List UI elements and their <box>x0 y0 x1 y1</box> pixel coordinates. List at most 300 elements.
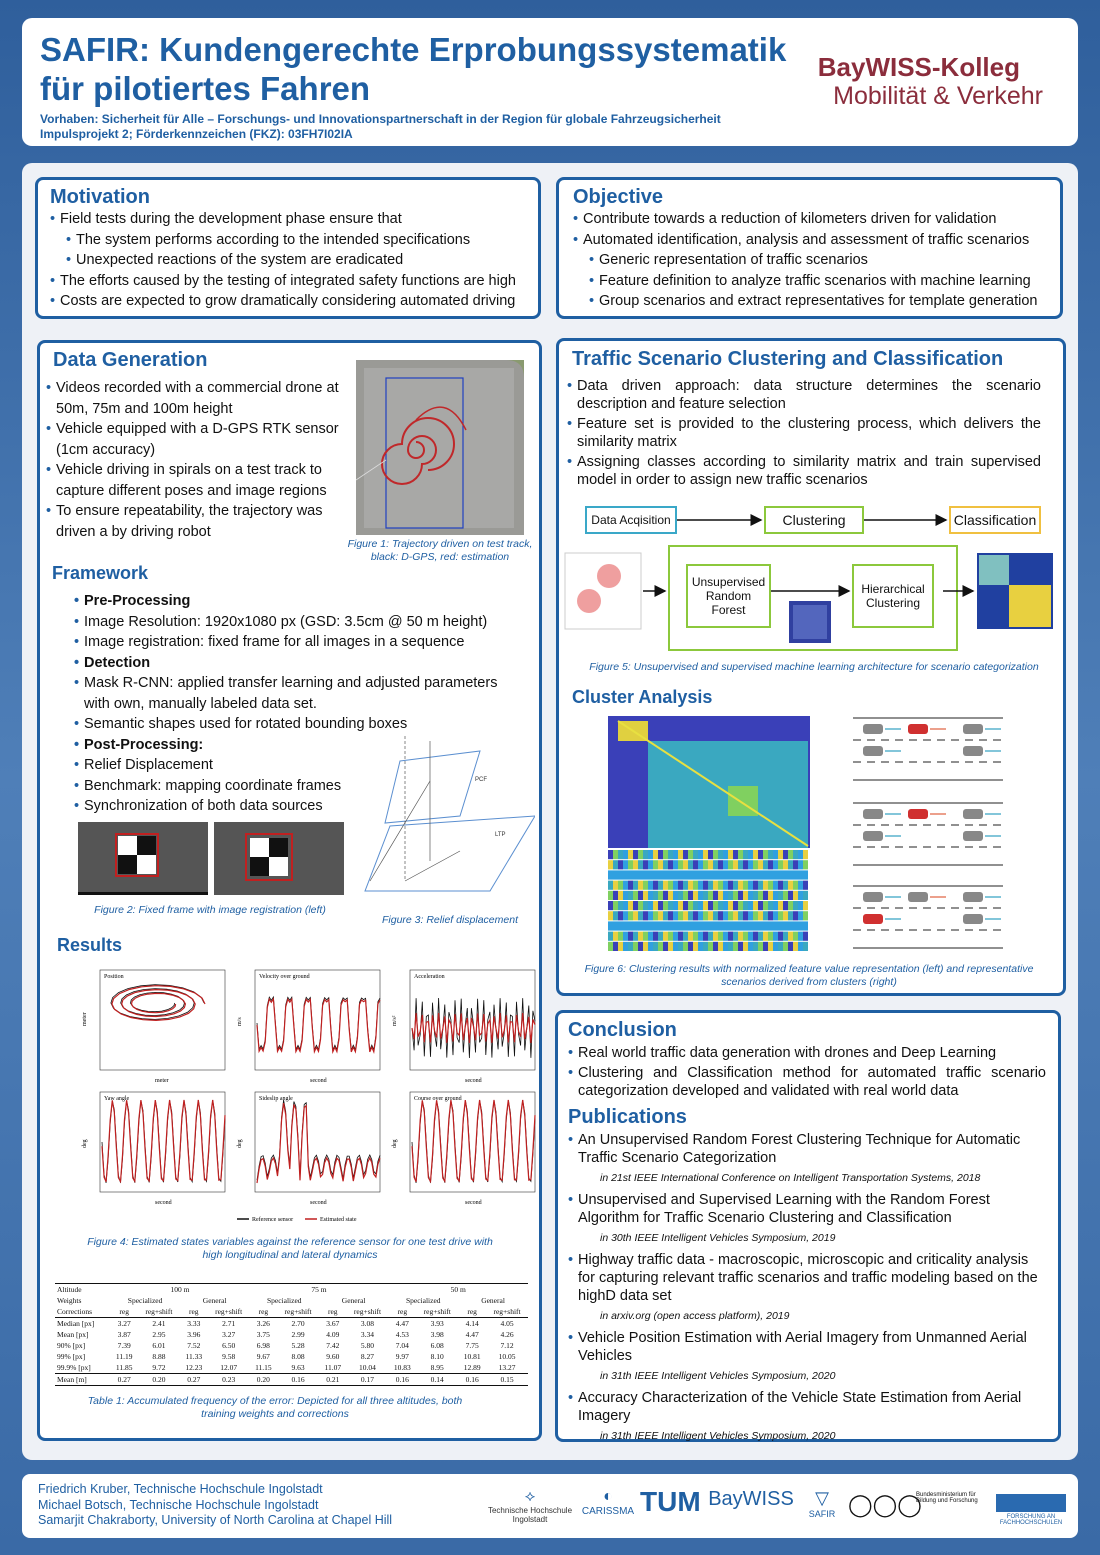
feature-cell <box>738 891 743 900</box>
table-cell: Mean [px] <box>57 1330 89 1339</box>
plot-ylabel: meter <box>82 1012 88 1026</box>
feature-cell <box>758 921 763 930</box>
feature-cell <box>753 921 758 930</box>
vehicle-icon <box>863 831 883 841</box>
table-row <box>55 1362 528 1374</box>
baywiss-logo-text: BayWISS-Kolleg <box>817 52 1020 82</box>
feature-cell <box>733 901 738 910</box>
feature-cell <box>653 942 658 951</box>
feature-cell <box>773 891 778 900</box>
feature-cell <box>678 870 683 879</box>
plot-xlabel: second <box>465 1200 482 1206</box>
feature-cell <box>743 911 748 920</box>
table-cell: 10.04 <box>347 1362 389 1374</box>
plot-ylabel: deg <box>392 1139 398 1148</box>
image-registration-figure <box>78 822 344 897</box>
motivation-item: • Unexpected reactions of the system are eradicated <box>66 250 526 271</box>
table-cell: 7.52 <box>187 1341 201 1350</box>
table-cell: 4.09 <box>326 1330 340 1339</box>
feature-cell <box>763 921 768 930</box>
feature-cell <box>673 860 678 869</box>
feature-cell <box>608 881 613 890</box>
thi-logo: ⟡ Technische Hochschule Ingolstadt <box>487 1488 573 1524</box>
feature-cell <box>723 860 728 869</box>
feature-cell <box>648 901 653 910</box>
feature-cell <box>678 921 683 930</box>
table-cell: 3.08 <box>360 1319 375 1328</box>
figure-5-caption: Figure 5: Unsupervised and supervised machine learning architecture for scenario categorization <box>589 661 1039 673</box>
table-cell: 0.23 <box>222 1375 236 1384</box>
feature-cell <box>618 942 623 951</box>
results-plots <box>80 968 530 1218</box>
feature-cell <box>748 870 753 879</box>
table-cell: 8.10 <box>430 1352 444 1361</box>
feature-cell <box>708 860 713 869</box>
poster-title: SAFIR: Kundengerechte Erprobungssystematik für pilotiertes Fahren <box>40 31 787 107</box>
feature-cell <box>788 881 793 890</box>
author-3: Samarjit Chakraborty, University of North Carolina at Chapel Hill <box>38 1513 393 1527</box>
feature-cell <box>723 881 728 890</box>
table-row <box>55 1306 528 1318</box>
feature-cell <box>633 911 638 920</box>
feature-cell <box>678 901 683 910</box>
feature-cell <box>718 850 723 859</box>
feature-cell <box>633 881 638 890</box>
feature-cell <box>678 932 683 941</box>
feature-cell <box>653 850 658 859</box>
table-row <box>55 1351 528 1362</box>
publications-title: Publications <box>568 1106 687 1128</box>
feature-cell <box>658 870 663 879</box>
feature-cell <box>628 891 633 900</box>
feature-cell <box>703 942 708 951</box>
feature-cell <box>788 901 793 910</box>
table-cell: 99.9% [px] <box>55 1362 110 1374</box>
plot-xlabel: second <box>155 1200 172 1206</box>
feature-cell <box>768 921 773 930</box>
feature-cell <box>768 911 773 920</box>
table-cell: Weights <box>57 1296 82 1305</box>
feature-cell <box>713 921 718 930</box>
feature-cell <box>728 942 733 951</box>
feature-cell <box>753 891 758 900</box>
feature-cell <box>633 850 638 859</box>
plot-ylabel: deg <box>82 1139 88 1148</box>
table-cell: 9.72 <box>138 1362 180 1374</box>
feature-cell <box>668 932 673 941</box>
feature-cell <box>623 901 628 910</box>
feature-cell <box>608 942 613 951</box>
feature-cell <box>653 921 658 930</box>
feature-cell <box>763 870 768 879</box>
representative-scenarios <box>853 716 1003 956</box>
feature-cell <box>738 881 743 890</box>
table-cell: 2.70 <box>291 1319 305 1328</box>
framework-item: • Benchmark: mapping coordinate frames <box>74 776 514 797</box>
table-cell: 0.14 <box>430 1375 444 1384</box>
feature-cell <box>708 911 713 920</box>
plot-xlabel: second <box>310 1078 327 1084</box>
plot-ylabel: m/s² <box>392 1015 398 1026</box>
feature-cell <box>733 932 738 941</box>
data-generation-panel <box>37 340 542 1441</box>
feature-cell <box>678 891 683 900</box>
feature-cell <box>748 891 753 900</box>
feature-cell <box>643 860 648 869</box>
feature-cell <box>798 891 803 900</box>
feature-cell <box>688 942 693 951</box>
feature-cell <box>713 850 718 859</box>
framework-item: • Relief Displacement <box>74 755 514 776</box>
feature-cell <box>618 870 623 879</box>
feature-cell <box>718 942 723 951</box>
feature-cell <box>758 911 763 920</box>
feature-cell <box>623 891 628 900</box>
publication-title: • Unsupervised and Supervised Learning with the Random Forest Algorithm for Traffic Scenario Clustering and Classification <box>578 1192 990 1226</box>
feature-cell <box>798 870 803 879</box>
feature-cell <box>738 870 743 879</box>
feature-cell <box>693 921 698 930</box>
feature-cell <box>638 942 643 951</box>
feature-cell <box>703 870 708 879</box>
feature-cell <box>643 850 648 859</box>
feature-cell <box>643 891 648 900</box>
table-cell: 2.41 <box>152 1319 166 1328</box>
feature-cell <box>803 881 808 890</box>
feature-cell <box>783 932 788 941</box>
feature-cell <box>773 911 778 920</box>
feature-cell <box>658 881 663 890</box>
table-cell: 0.20 <box>152 1375 166 1384</box>
vehicle-icon <box>863 809 883 819</box>
table-cell: 12.89 <box>458 1362 486 1374</box>
table-cell: reg+shift <box>277 1306 319 1318</box>
feature-cell <box>673 942 678 951</box>
table-cell: 3.34 <box>360 1330 375 1339</box>
feature-cell <box>683 911 688 920</box>
publication-title: • Accuracy Characterization of the Vehicle State Estimation from Aerial Imagery <box>578 1390 1022 1424</box>
feature-cell <box>678 881 683 890</box>
feature-cell <box>653 881 658 890</box>
table-row <box>55 1284 528 1295</box>
feature-cell <box>663 860 668 869</box>
motivation-item: • The system performs according to the intended specifications <box>66 230 526 251</box>
framework-item: • Pre-Processing <box>74 591 514 612</box>
publication-item <box>568 1131 1044 1187</box>
relief-displacement-figure <box>360 731 535 896</box>
feature-cell <box>648 942 653 951</box>
feature-cell <box>628 932 633 941</box>
table-cell: 3.96 <box>187 1330 201 1339</box>
publication-item <box>568 1191 1044 1247</box>
poster-header <box>22 18 1078 146</box>
feature-cell <box>638 911 643 920</box>
feature-cell <box>753 911 758 920</box>
data-acquisition-box: Data Acqisition <box>585 506 677 534</box>
feature-cell <box>638 921 643 930</box>
feature-cell <box>723 911 728 920</box>
table-row <box>55 1329 528 1340</box>
feature-cell <box>703 901 708 910</box>
feature-cell <box>663 881 668 890</box>
table-cell: 2.95 <box>152 1330 166 1339</box>
publication-title: • Highway traffic data - macroscopic, microscopic and criticality analysis for capturing relevant traffic scenarios and traffic modeling based on the highD data set <box>578 1252 1038 1304</box>
feature-cell <box>738 901 743 910</box>
feature-cell <box>628 881 633 890</box>
table-cell: 11.85 <box>110 1362 138 1374</box>
feature-cell <box>618 891 623 900</box>
feature-cell <box>778 860 783 869</box>
table-cell: 2.99 <box>291 1330 305 1339</box>
table-cell: 0.27 <box>117 1375 131 1384</box>
feature-cell <box>668 850 673 859</box>
table-cell: 3.98 <box>430 1330 444 1339</box>
carissma-logo: ◐ CARISSMA <box>581 1488 635 1517</box>
plot-ylabel: deg <box>237 1139 243 1148</box>
framework-item: • Image Resolution: 1920x1080 px (GSD: 3.5cm @ 50 m height) <box>74 612 514 633</box>
feature-cell <box>608 921 613 930</box>
feature-cell <box>653 932 658 941</box>
feature-cell <box>723 942 728 951</box>
feature-cell <box>628 850 633 859</box>
feature-cell <box>623 870 628 879</box>
feature-cell <box>608 932 613 941</box>
feature-cell <box>658 911 663 920</box>
table-cell: reg <box>180 1306 208 1318</box>
feature-cell <box>658 942 663 951</box>
table-cell: 3.93 <box>430 1319 444 1328</box>
feature-cell <box>613 901 618 910</box>
plot-label: Course over ground <box>414 1096 462 1102</box>
feature-cell <box>733 870 738 879</box>
table-cell: 10.05 <box>498 1352 516 1361</box>
table-row <box>55 1340 528 1351</box>
table-cell: 3.27 <box>117 1319 131 1328</box>
motivation-title: Motivation <box>50 186 150 208</box>
feature-cell <box>668 891 673 900</box>
feature-cell <box>798 921 803 930</box>
feature-cell <box>733 881 738 890</box>
feature-cell <box>783 911 788 920</box>
feature-cell <box>753 870 758 879</box>
table-row <box>55 1318 528 1330</box>
feature-cell <box>693 932 698 941</box>
feature-cell <box>748 860 753 869</box>
feature-cell <box>793 891 798 900</box>
objective-item: • Contribute towards a reduction of kilometers driven for validation <box>573 209 1046 230</box>
feature-cell <box>733 921 738 930</box>
tum-logo: TUM <box>640 1486 701 1517</box>
table-cell: 11.19 <box>115 1352 133 1361</box>
table-cell: 4.47 <box>465 1330 479 1339</box>
motivation-item: • Costs are expected to grow dramatically considering automated driving <box>50 291 526 312</box>
feature-cell <box>753 942 758 951</box>
feature-cell <box>663 901 668 910</box>
feature-cell <box>728 881 733 890</box>
figure-2-caption: Figure 2: Fixed frame with image registration (left) <box>94 904 326 916</box>
figure-1-caption: Figure 1: Trajectory driven on test track, black: D-GPS, red: estimation <box>347 538 533 563</box>
publications-list <box>568 1131 1044 1445</box>
objective-panel <box>556 177 1063 319</box>
feature-cell <box>803 901 808 910</box>
feature-cell <box>618 921 623 930</box>
feature-cell <box>708 942 713 951</box>
feature-cell <box>778 932 783 941</box>
result-plot <box>235 968 385 1086</box>
feature-cell <box>718 921 723 930</box>
feature-cell <box>718 911 723 920</box>
table-cell: 0.15 <box>500 1375 514 1384</box>
feature-cell <box>643 881 648 890</box>
table-cell: 10.81 <box>463 1352 481 1361</box>
framework-title: Framework <box>52 563 149 583</box>
feature-cell <box>788 891 793 900</box>
feature-cell <box>793 942 798 951</box>
feature-cell <box>643 901 648 910</box>
feature-cell <box>683 850 688 859</box>
feature-cell <box>738 860 743 869</box>
plot-label: Position <box>104 974 124 980</box>
feature-cell <box>688 870 693 879</box>
feature-cell <box>698 850 703 859</box>
feature-cell <box>748 850 753 859</box>
feature-cell <box>688 891 693 900</box>
feature-cell <box>673 932 678 941</box>
feature-cell <box>778 921 783 930</box>
feature-cell <box>723 901 728 910</box>
feature-cell <box>723 932 728 941</box>
table-cell: 0.21 <box>326 1375 340 1384</box>
feature-cell <box>683 901 688 910</box>
feature-cell <box>673 901 678 910</box>
feature-cell <box>703 850 708 859</box>
feature-cell <box>633 921 638 930</box>
table-cell: 3.75 <box>256 1330 270 1339</box>
feature-cell <box>788 921 793 930</box>
feature-cell <box>798 881 803 890</box>
data-generation-title: Data Generation <box>53 349 208 371</box>
clustering-title: Traffic Scenario Clustering and Classification <box>572 348 1004 370</box>
feature-cell <box>698 881 703 890</box>
feature-cell <box>608 901 613 910</box>
feature-cell <box>623 911 628 920</box>
feature-cell <box>648 891 653 900</box>
table-cell: 0.27 <box>187 1375 201 1384</box>
results-table-wrap <box>55 1283 528 1386</box>
framework-item: • Mask R-CNN: applied transfer learning and adjusted parameters with own, manually labeled data set. <box>74 673 514 714</box>
feature-cell <box>793 870 798 879</box>
feature-cell <box>753 860 758 869</box>
objective-item: • Group scenarios and extract representatives for template generation <box>589 291 1046 312</box>
motivation-panel <box>35 177 541 319</box>
feature-cell <box>738 911 743 920</box>
feature-cell <box>713 870 718 879</box>
table-cell: 3.33 <box>187 1319 201 1328</box>
feature-cell <box>718 881 723 890</box>
feature-cell <box>728 860 733 869</box>
publication-item <box>568 1389 1044 1445</box>
framework-item: • Semantic shapes used for rotated bounding boxes <box>74 714 514 735</box>
architecture-diagram <box>559 501 1069 661</box>
feature-cell <box>668 870 673 879</box>
feature-cell <box>663 850 668 859</box>
feature-cell <box>728 870 733 879</box>
feature-cell <box>698 901 703 910</box>
feature-cell <box>743 850 748 859</box>
feature-cell <box>803 942 808 951</box>
feature-cell <box>783 860 788 869</box>
feature-cell <box>693 911 698 920</box>
table-cell: 6.01 <box>152 1341 166 1350</box>
feature-cell <box>728 911 733 920</box>
plot-label: Velocity over ground <box>259 974 310 980</box>
feature-cell <box>703 932 708 941</box>
table-cell: 3.26 <box>256 1319 270 1328</box>
feature-cell <box>778 850 783 859</box>
feature-cell <box>673 881 678 890</box>
feature-cell <box>803 870 808 879</box>
conclusion-item: • Real world traffic data generation with drones and Deep Learning <box>568 1044 1046 1062</box>
feature-cell <box>753 850 758 859</box>
feature-cell <box>623 932 628 941</box>
feature-cell <box>658 932 663 941</box>
publication-item <box>568 1329 1044 1385</box>
feature-cell <box>773 850 778 859</box>
table-cell: 3.27 <box>222 1330 236 1339</box>
table-cell: 0.16 <box>395 1375 409 1384</box>
table-cell: 7.12 <box>500 1341 514 1350</box>
feature-cell <box>793 921 798 930</box>
feature-cell <box>718 901 723 910</box>
table-cell: 3.67 <box>326 1319 340 1328</box>
fhf-logo: FORSCHUNG AN FACHHOCHSCHULEN <box>996 1494 1066 1526</box>
feature-cell <box>783 901 788 910</box>
feature-cell <box>803 850 808 859</box>
table-cell: 11.07 <box>319 1362 347 1374</box>
vehicle-icon <box>863 892 883 902</box>
table-cell: reg+shift <box>138 1306 180 1318</box>
plot-ylabel: m/s <box>237 1017 243 1026</box>
feature-cell <box>753 901 758 910</box>
publication-item <box>568 1251 1044 1325</box>
conclusion-title: Conclusion <box>568 1019 677 1041</box>
feature-cell <box>743 870 748 879</box>
feature-cell <box>678 942 683 951</box>
feature-cell <box>633 942 638 951</box>
feature-cell <box>618 911 623 920</box>
table-cell: 10.83 <box>388 1362 416 1374</box>
feature-cell <box>733 860 738 869</box>
feature-cell <box>663 870 668 879</box>
author-1: Friedrich Kruber, Technische Hochschule Ingolstadt <box>38 1482 323 1496</box>
results-table <box>55 1284 528 1385</box>
datagen-item: • To ensure repeatability, the trajectory was driven a by driving robot <box>46 501 346 542</box>
feature-cell <box>668 860 673 869</box>
publication-venue: in 31th IEEE Intelligent Vehicles Symposium, 2020 <box>600 1370 836 1382</box>
table-cell: 9.63 <box>277 1362 319 1374</box>
feature-cell <box>703 891 708 900</box>
feature-cell <box>773 901 778 910</box>
feature-cell <box>803 891 808 900</box>
feature-cell <box>748 901 753 910</box>
datagen-item: • Vehicle driving in spirals on a test track to capture different poses and image regions <box>46 460 346 501</box>
vehicle-icon <box>963 831 983 841</box>
objective-title: Objective <box>573 186 664 208</box>
feature-cell <box>608 850 613 859</box>
table-cell: 7.75 <box>465 1341 479 1350</box>
feature-cell <box>683 860 688 869</box>
feature-cell <box>638 860 643 869</box>
